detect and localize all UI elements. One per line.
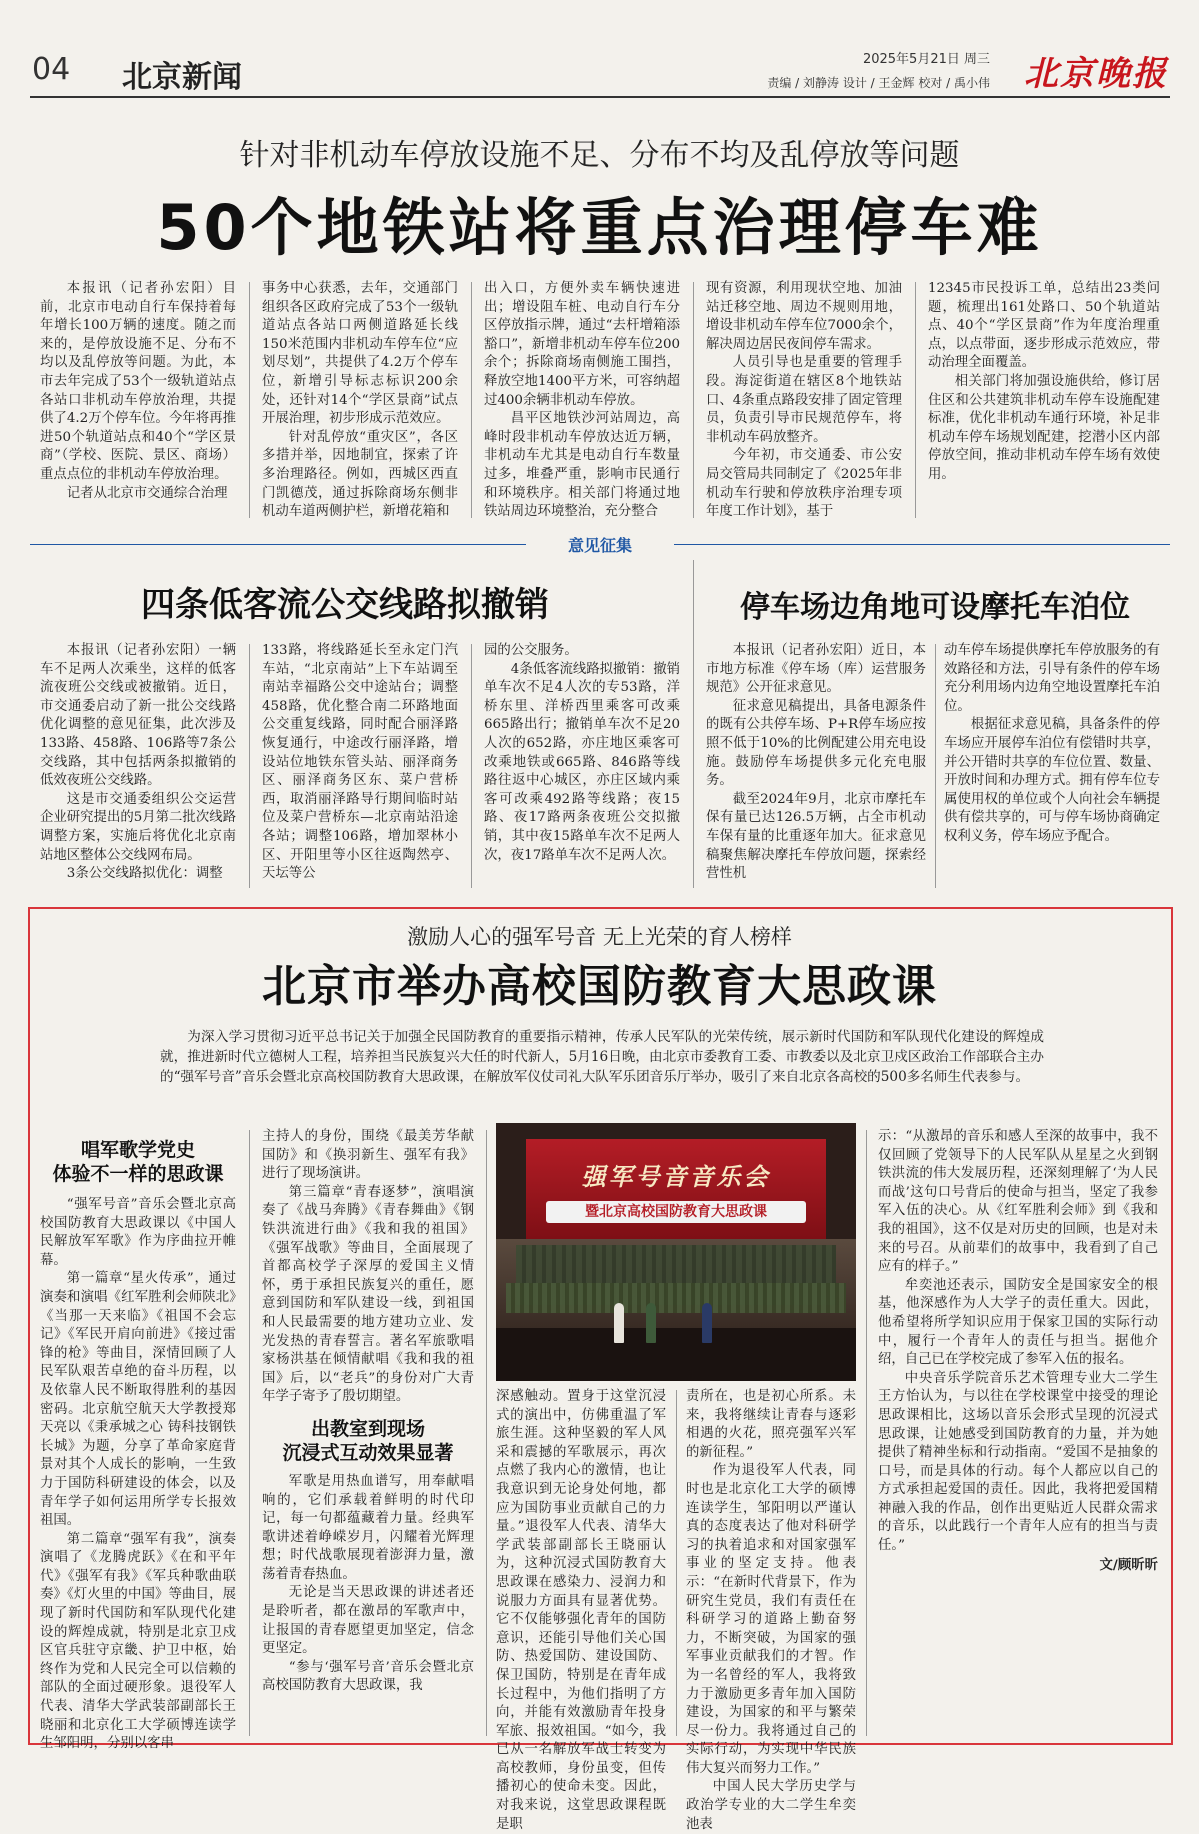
paragraph: 牟奕池还表示，国防安全是国家安全的根基，他深感作为人大学子的责任重大。因此，他希望将所学知识应用于保家卫国的实际行动中，履行一个青年人的责任与担当。据他介绍，自己已在学校完成了参军入伍的报名。 <box>878 1277 1158 1368</box>
column-divider <box>486 1130 487 1736</box>
paragraph: 截至2024年9月，北京市摩托车保有量已达126.5万辆，占全市机动车保有量的比重逐年加大。征求意见稿聚焦解决摩托车停放问题，探索经营性机 <box>706 791 926 882</box>
paragraph: 现有资源，利用现状空地、加油站迁移空地、周边不规则用地，增设非机动车停车位7000余个，解决周边居民夜间停车需求。 <box>706 281 902 352</box>
article4-column-5 <box>878 1128 1158 1738</box>
column-divider <box>866 1130 867 1736</box>
paragraph: 人员引导也是重要的管理手段。海淀街道在辖区8个地铁站口、4条重点路段安排了固定管理员，负责引导市民规范停车，将非机动车码放整齐。 <box>706 355 902 445</box>
paragraph: 这是市交通委组织公交运营企业研究提出的5月第二批次线路调整方案，实施后将优化北京南站地区整体公交线网布局。 <box>40 791 236 863</box>
paragraph: 中国人民大学历史学与政治学专业的大二学生牟奕池表 <box>686 1779 856 1832</box>
article2-column-1 <box>40 642 236 890</box>
screen-subbanner-text: 暨北京高校国防教育大思政课 <box>546 1201 806 1223</box>
opinion-section-label <box>0 533 1199 557</box>
paragraph: 深感触动。置身于这堂沉浸式的演出中，仿佛重温了军旅生涯。这种坚毅的军人风采和震撼的军歌展示，再次点燃了我内心的激情，也让我意识到无论身处何地，都应为国防事业贡献自己的力量。”退役军人代表、清华大学武装部副部长王晓丽认为，这种沉浸式国防教育大思政课在感染力、浸润力和说服力方面具有显著优势。它不仅能够强化青年的国防意识，还能引导他们关心国防、热爱国防、建设国防、保卫国防，特别是在青年成长过程中，为他们指明了方向，并能有效激励青年投身军旅、报效祖国。“如今，我已从一名解放军战士转变为高校教师，身份虽变，但传播初心的使命未变。因此，对我来说，这堂思政课程既是职 <box>496 1389 666 1832</box>
column-divider <box>693 282 694 518</box>
editor-credits: 责编 / 刘静涛 设计 / 王金辉 校对 / 禹小伟 <box>767 76 990 90</box>
performer <box>646 1303 656 1343</box>
paragraph: 4条低客流线路拟撤销：撤销单车次不足4人次的专53路，洋桥东里、洋桥西里乘客可改乘665路出行；撤销单车次不足20人次的652路，亦庄地区乘客可改乘地铁或665路、846路等线路往返中心城区，亦庄区域内乘客可改乘492路等线路；夜15路、夜17路两条夜班公交拟撤销，其中夜15路单车次不足两人次，夜17路单车次不足两人次。 <box>484 661 681 863</box>
paragraph: 针对乱停放“重灾区”，各区多措并举，因地制宜，探索了许多治理路径。例如，西城区西直门凯德茂，通过拆除商场东侧非机动车道两侧护栏，新增花箱和 <box>262 429 458 520</box>
article1-column-4 <box>706 280 902 520</box>
paragraph: 园的公交服务。 <box>484 643 578 658</box>
article4-column-4 <box>686 1388 856 1832</box>
article1-title: 50个地铁站将重点治理停车难 <box>156 191 1043 264</box>
article-divider <box>693 560 694 888</box>
paragraph: 昌平区地铁沙河站周边，高峰时段非机动车停放达近万辆，非机动车尤其是电动自行车数量过多，堆叠严重，影响市民通行和环境秩序。相关部门将通过地铁站周边环境整治，充分整合 <box>484 411 680 520</box>
stage-floor <box>496 1328 856 1381</box>
subhead-1: 唱军歌学党史 体验不一样的思政课 <box>52 1139 224 1185</box>
article4-title: 北京市举办高校国防教育大思政课 <box>262 961 937 1012</box>
issue-date: 2025年5月21日 周三 <box>862 52 990 67</box>
paragraph: 无论是当天思政课的讲述者还是聆听者，都在激昂的军歌声中，让报国的青春愿望更加坚定，信念更坚定。 <box>262 1585 474 1657</box>
paragraph: 本报讯（记者孙宏阳）目前，北京市电动自行车保持着每年增长100万辆的速度。随之而来的，是停放设施不足、分布不均以及乱停放等问题。为此，本市去年完成了53个一级轨道站点各站口非机动车停放治理，共提供了4.2万个停车位。今年将再推进50个轨道站点和40个“学区景商”（学校、医院、景区、商场）重点点位的非机动车停放治理。 <box>40 281 236 482</box>
stage-screen <box>526 1139 826 1239</box>
column-divider <box>471 644 472 888</box>
article4-column-1 <box>40 1196 236 1752</box>
article4-lead <box>160 1027 1044 1087</box>
column-divider <box>471 282 472 518</box>
paragraph: 作为退役军人代表，同时也是北京化工大学的硕博连读学生，邹阳明以严谨认真的态度表达了他对科研学习的执着追求和对国家强军事业的坚定支持。他表示：“在新时代背景下，作为研究生党员，我们有责任在科研学习的道路上勤奋努力，不断突破，为国家的强军事业贡献我们的才智。作为一名曾经的军人，我将致力于激励更多青年加入国防建设，为国家的和平与繁荣尽一份力。我将通过自己的实际行动，为实现中华民族伟大复兴而努力工作。” <box>686 1463 856 1776</box>
article2-title: 四条低客流公交线路拟撤销 <box>141 585 549 625</box>
paragraph: 3条公交线路拟优化：调整 <box>66 866 223 882</box>
column-divider <box>249 282 250 518</box>
paragraph: “参与‘强军号音’音乐会暨北京高校国防教育大思政课，我 <box>262 1659 474 1694</box>
paragraph: 本报讯（记者孙宏阳）近日，本市地方标准《停车场（库）运营服务规范》公开征求意见。 <box>706 643 926 696</box>
column-divider <box>915 282 916 518</box>
performer <box>614 1303 624 1343</box>
paragraph: 征求意见稿提出，具备电源条件的既有公共停车场、P+R停车场应按照不低于10%的比例配建公用充电设施。鼓励停车场提供多元化充电服务。 <box>706 698 926 789</box>
paragraph: 中央音乐学院音乐艺术管理专业大二学生王方怡认为，与以往在学校课堂中接受的理论思政课相比，这场以音乐会形式呈现的沉浸式思政课，让她感受到国防教育的力量，并为她提供了精神坐标和行动指南。“爱国不是抽象的口号，而是具体的行动。每个人都应以自己的方式承担起爱国的责任。因此，我将把爱国精神融入我的作品，创作出更贴近人民群众需求的音乐，以此践行一个青年人应有的担当与责任。” <box>878 1370 1158 1554</box>
paragraph: 示：“从激昂的音乐和感人至深的故事中，我不仅回顾了党领导下的人民军队从星星之火到钢铁洪流的伟大发展历程，还深刻理解了‘为人民而战’这句口号背后的使命与担当，坚定了我参军入伍的决心。从《红军胜利会师》到《我和我的祖国》，这不仅是对历史的回顾，也是对未来的号召。从前辈们的故事中，我看到了自己应有的样子。” <box>878 1129 1158 1275</box>
article4-column-2 <box>262 1128 474 1738</box>
paragraph: 今年初，市交通委、市公安局交管局共同制定了《2025年非机动车行驶和停放秩序治理专项年度工作计划》，基于 <box>706 448 902 520</box>
paragraph: 本报讯（记者孙宏阳）一辆车不足两人次乘坐，这样的低客流夜班公交线或被撤销。近日，市交通委启动了新一批公交线路优化调整的意见征集，此次涉及133路、458路、106路等7条公交线路，其中包括两条拟撤销的低效夜班公交线路。 <box>40 643 236 789</box>
article3-title: 停车场边角地可设摩托车泊位 <box>740 590 1130 625</box>
page-number: 04 <box>32 52 71 87</box>
column-divider <box>935 644 936 888</box>
article3-column-2 <box>944 642 1160 890</box>
paragraph: 根据征求意见稿，具备条件的停车场应开展停车泊位有偿错时共享，并公开错时共享的车位位置、数量、开放时间和办理方式。拥有停车位专属使用权的单位或个人向社会车辆提供有偿共享的，可与停车场协商确定权利义务，停车场应予配合。 <box>944 717 1160 844</box>
paragraph: 责所在，也是初心所系。未来，我将继续让青春与逐彩相遇的火花，照亮强军兴军的新征程。” <box>686 1389 856 1460</box>
screen-banner-text: 强军号音音乐会 <box>581 1162 771 1191</box>
masthead <box>30 38 1170 98</box>
paragraph: 军歌是用热血谱写，用奉献唱响的，它们承载着鲜明的时代印记，每一句都蕴藏着力量。经典军歌讲述着峥嵘岁月，闪耀着光辉理想；时代战歌展现着澎湃力量，激荡着青春热血。 <box>262 1473 474 1582</box>
paragraph: 动车停车场提供摩托车停放服务的有效路径和方法，引导有条件的停车场充分利用场内边角空地设置摩托车泊位。 <box>944 643 1160 714</box>
label-rule-left <box>30 544 526 545</box>
article2-column-3 <box>484 642 680 890</box>
article3-column-1 <box>706 642 926 890</box>
concert-photo <box>496 1123 856 1381</box>
paragraph: 第一篇章“星火传承”，通过演奏和演唱《红军胜利会师陕北》《当那一天来临》《祖国不会忘记》《军民开肩向前进》《接过雷锋的枪》等曲目，深情回顾了人民军队艰苦卓绝的奋斗历程，以及依靠人民不断取得胜利的基因密码。北京航空航天大学教授郑天亮以《秉承城之心 铸科技钢铁长城》为题，分享了革命家庭背景对其个人成长的影响，一生致力于国防科研建设的体会，以及青年学子如何运用所学专长报效祖国。 <box>40 1271 236 1529</box>
article1-kicker: 针对非机动车停放设施不足、分布不均及乱停放等问题 <box>239 138 960 173</box>
column-divider <box>676 1390 677 1736</box>
article1-column-2 <box>262 280 458 520</box>
paragraph: 第三篇章“青春逐梦”，演唱演奏了《战马奔腾》《青春舞曲》《钢铁洪流进行曲》《我和我的祖国》《强军战歌》等曲目，全面展现了首都高校学子深厚的爱国主义情怀，勇于承担民族复兴的重任，愿意到国防和军队建设一线，到祖国和人民最需要的地方建功立业、发光发热的青春誓言。著名军旅歌唱家杨洪基在倾情献唱《我和我的祖国》后，以“老兵”的身份对广大青年学子寄予了殷切期望。 <box>262 1184 474 1405</box>
byline: 文/顾昕昕 <box>1099 1556 1158 1573</box>
lead-paragraph: 为深入学习贯彻习近平总书记关于加强全民国防教育的重要指示精神，传承人民军队的光荣传统，展示新时代国防和军队现代化建设的辉煌成就，推进新时代立德树人工程，培养担当民族复兴大任的时代新人，5月16日晚，由北京市委教育工委、市教委以及北京卫戍区政治工作部联合主办的“强军号音”音乐会暨北京高校国防教育大思政课，在解放军仪仗司礼大队军乐团音乐厅举办，吸引了来自北京各高校的500多名师生代表参与。 <box>160 1029 1044 1085</box>
paragraph: 第二篇章“强军有我”，演奏演唱了《龙腾虎跃》《在和平年代》《强军有我》《军兵种歌曲联奏》《灯火里的中国》等曲目，展现了新时代国防和军队现代化建设的辉煌成就，特别是北京卫戍区官兵驻守京畿、护卫中枢，始终作为党和人民完全可以信赖的部队的全面过硬形象。退役军人代表、清华大学武装部副部长王晓丽和北京化工大学硕博连读学生邹阳明，分别以客串 <box>40 1531 236 1752</box>
label-text: 意见征集 <box>567 536 632 555</box>
article1-column-3 <box>484 280 680 520</box>
performer <box>702 1303 712 1343</box>
band-rows <box>506 1283 846 1313</box>
column-divider <box>249 644 250 888</box>
label-rule-right <box>674 544 1170 545</box>
section-title: 北京新闻 <box>122 60 242 95</box>
paragraph: 主持人的身份，围绕《最美芳华献国防》和《换羽新生、强军有我》进行了现场演讲。 <box>262 1129 474 1182</box>
paragraph: 出入口，方便外卖车辆快速进出；增设阻车桩、电动自行车分区停放指示牌，通过“去杆增箱添豁口”，新增非机动车停车位200余个；拆除商场南侧施工围挡，释放空地1400平方米，可容纳超过400余辆非机动车停放。 <box>484 281 680 408</box>
paragraph: 133路，将线路延长至永定门汽车站，“北京南站”上下车站调至南站幸福路公交中途站台；调整458路，优化整合南二环路地面公交重复线路，同时配合丽泽路恢复通行，中途改行丽泽路，增设站位地铁东管头站、丽泽商务区、丽泽商务区东、菜户营桥西，取消丽泽路导行期间临时站位及菜户营桥东—北京南站沿途各站；调整106路，增加翠林小区、开阳里等小区往返陶然亭、天坛等公 <box>262 643 458 882</box>
paragraph: 相关部门将加强设施供给，修订居住区和公共建筑非机动车停车设施配建标准，优化非机动车通行环境，补足非机动车停车场规划配建，挖潜小区内部停放空间，推动非机动车停车场有效使用。 <box>928 373 1160 482</box>
subhead-2: 出教室到现场 沉浸式互动效果显著 <box>282 1417 454 1464</box>
article4-kicker: 激励人心的强军号音 无上光荣的育人榜样 <box>407 925 792 949</box>
paragraph: “强军号音”音乐会暨北京高校国防教育大思政课以《中国人民解放军军歌》作为序曲拉开帷幕。 <box>40 1197 236 1268</box>
paragraph: 12345市民投诉工单，总结出23类问题，梳理出161处路口、50个轨道站点、40个“学区景商”作为年度治理重点，以点带面，逐步形成示范效应，带动治理全面覆盖。 <box>928 281 1160 371</box>
newspaper-logo: 北京晚报 <box>1024 54 1168 94</box>
paragraph: 记者从北京市交通综合治理 <box>66 485 228 501</box>
article1-column-1 <box>40 280 236 520</box>
article2-column-2 <box>262 642 458 890</box>
column-divider <box>249 1130 250 1736</box>
article4-column-3 <box>496 1388 666 1832</box>
paragraph: 事务中心获悉，去年，交通部门组织各区政府完成了53个一级轨道站点各站口两侧道路延长线150米范围内非机动车停车位“应划尽划”，共提供了4.2万个停车位，新增引导标志标识200余处，还针对14个“学区景商”试点开展治理，初步形成示范效应。 <box>262 281 458 427</box>
article1-column-5 <box>928 280 1160 520</box>
